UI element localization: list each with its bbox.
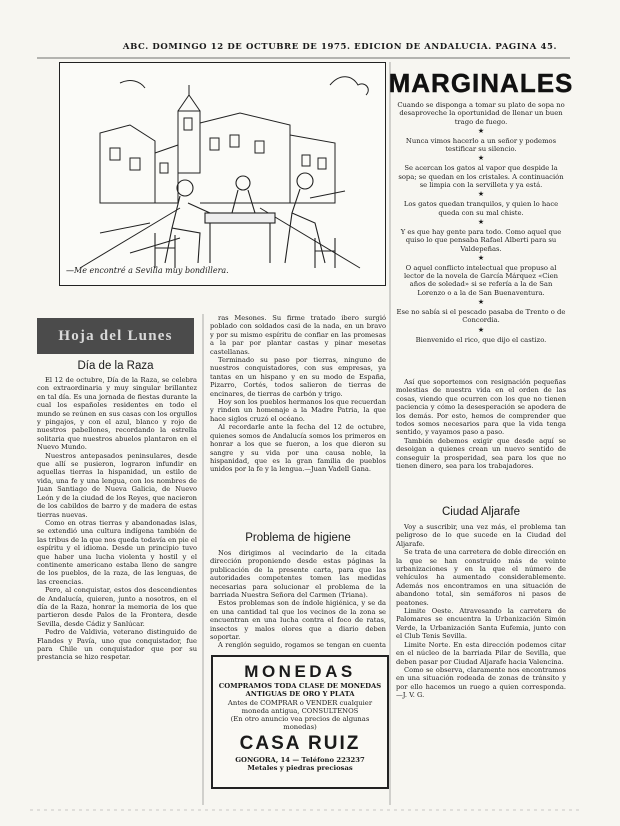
cartoon-illustration	[59, 62, 386, 286]
ad-title: MONEDAS	[244, 662, 356, 681]
problema-paragraph: Estos problemas son de índole higiénica, y se da en una cantidad tal que los vecinos de la zona se encuentran en una lucha contra el foco de ratas, insectos y malos olores que a diario deben soportar.	[210, 599, 386, 642]
marginales-item: Bienvenido el rico, que dijo el castizo.	[415, 335, 547, 344]
middle-article	[210, 314, 386, 527]
cartoon-caption: —Me encontré a Sevilla muy bondillera.	[66, 266, 229, 275]
right-article	[396, 378, 566, 502]
marginales-item: Cuando se disponga a tomar su plato de sopa no desaproveche la oportunidad de llenar un buen trago de fuego.	[397, 101, 565, 126]
section-banner	[37, 318, 194, 354]
right-paragraph: Así que soportemos con resignación pequeñas molestias de nuestra vida en el orden de las cosas, viendo que ocurren con los que no tienen paciencia y cómo la desesperación se apodera de los demás. Por esto, hemos de comprender que todos somos necesarios para que la vida tenga sentido, y vayamos paso a paso.	[396, 378, 566, 437]
monedas-advertisement	[211, 655, 389, 789]
ad-footer: Metales y piedras preciosas	[247, 764, 353, 773]
problema-article	[210, 549, 386, 649]
marginales-list	[396, 101, 566, 344]
aljarafe-paragraph: Limite Oeste. Atravesando la carretera de Palomares se encuentra la Urbanización Simón Verde, la Urbanización Santa Eufemia, junto con el Club Tenis Sevilla.	[396, 607, 566, 641]
dia-raza-paragraph: Nuestros antepasados peninsulares, desde que allí se pusieron, lograron infundir en aquellas tierras la hispanidad, un estilo de vida, una fe y una lengua, con los nombres de Juan Santiago de Nueva Galicia, de Nuevo León y de la ciudad de los Reyes, que nacieron de los cabildos de barro y de madera de estas tierras nuevas.	[37, 451, 197, 519]
aljarafe-article	[396, 523, 566, 801]
ad-line-3: (En otro anuncio vea precios de algunas monedas)	[230, 715, 370, 732]
ad-line-2: Antes de COMPRAR o VENDER cualquier moneda antigua, CONSULTENOS	[227, 698, 373, 715]
marginales-item: Se acercan los gatos al vapor que despide la sopa; se quedan en los cristales. A continuación se limpia con la servilleta y ya está.	[398, 164, 564, 190]
aljarafe-paragraph: Voy a suscribir, una vez más, el problema tan peligroso de lo que sucede en la Ciudad del Aljarafe.	[396, 523, 566, 548]
middle-paragraph: Al recordarle ante la fecha del 12 de octubre, quienes somos de Andalucía somos los primeros en honrar a los que se fueron, a los que dieron su sangre y su vida por una causa noble, la hispanidad, que es la gran familia de pueblos unidos por la fe y la lengua.—Juan Vadell Gana.	[210, 423, 386, 474]
aljarafe-paragraph: Se trata de una carretera de doble dirección en la que se han construido más de veinte urbanizaciones y en la que el número de vehículos ha aumentado considerablemente. Además nos encontramos en una situación de abandono total, sin semáforos ni pasos de peatones.	[396, 548, 566, 607]
middle-paragraph: Terminado su paso por tierras, ninguno de nuestros conquistadores, con sus empresas, ya tantas en un hispano y en su modo de España, Pizarro, Cortés, todos salieron de tierras de encinares, de tierras de carbón y trigo.	[210, 356, 386, 398]
star-separator: ★	[477, 154, 485, 163]
cartoon-drawing	[60, 63, 385, 285]
aljarafe-paragraph: Como se observa, claramente nos encontramos en una situación rodeada de zonas de tránsito y por ello hacemos un ruego a quien corresponda.—J. V. G.	[396, 665, 566, 700]
dia-raza-paragraph: Como en otras tierras y abandonadas islas, se extendió una cultura indígena también de las tribus de la que nos queda todavía en pie el espíritu y el idioma. Desde un principio tuvo que haber una lucha violenta y hostil y el continente americano estaba lleno de sangre de los pueblos, de la raza, de las lenguas, de las creencias.	[37, 518, 197, 586]
star-separator: ★	[477, 325, 485, 334]
star-separator: ★	[477, 190, 485, 199]
page-header: ABC. DOMINGO 12 DE OCTUBRE DE 1975. EDICION DE ANDALUCIA. PAGINA 45.	[122, 42, 558, 52]
dia-raza-paragraph: Pedro de Valdivia, veterano distinguido de Flandes y Pavía, uno que conquistador, fue para Chile un conquistador que por su prestancia se hizo respetar.	[37, 628, 197, 662]
aljarafe-title: Ciudad Aljarafe	[442, 506, 520, 518]
star-separator: ★	[477, 298, 485, 307]
star-separator: ★	[477, 126, 485, 135]
dia-raza-title: Día de la Raza	[77, 360, 154, 372]
marginales-item: Nunca vimos hacerlo a un señor y podemos testificar su silencio.	[405, 136, 557, 154]
middle-paragraph: ras Mesones. Su firme tratado ibero surgió poblado con soldados casi de la nada, en un bravo y por su mismo espíritu de confiar en las promesas a la par por plantar castas y pinar mesetas castellanas.	[210, 314, 386, 356]
problema-title: Problema de higiene	[245, 532, 351, 544]
dia-raza-paragraph: El 12 de octubre, Día de la Raza, se celebra con extraordinaria y muy singular brillantez en tal día. Es una jornada de fiestas durante la cual los españoles residentes en todo el mundo se reúnen en sus casas con los orgullos y pingajos, y con el azul, blanco y rojo de nuestros pabellones, recordando la estrella solitaria que nuestros abuelos plantaron en el Nuevo Mundo.	[37, 376, 197, 452]
dia-raza-paragraph: Pero, al conquistar, estos dos descendientes de Andalucía, quieren, junto a nosotros, en el día de la Raza, honrar la memoria de los que partieron desde Palos de la Frontera, desde Sevilla, desde Cádiz y Sanlúcar.	[37, 586, 197, 628]
marginales-item: O aquel conflicto intelectual que propuso al lector de la novela de García Márquez «Cien años de soledad» si se refería a la de San Lorenzo o a la de San Buenaventura.	[403, 263, 559, 297]
marginales-title: MARGINALES	[388, 67, 574, 98]
marginales-item: Ese no sabía si el pescado pasaba de Trento o de Concordia.	[396, 308, 566, 325]
star-separator: ★	[477, 217, 485, 226]
problema-paragraph: Nos dirigimos al vecindario de la citada dirección proponiendo desde estas páginas la publicación de la presente carta, para que las autoridades competentes tomen las medidas necesarias para solucionar el problema de la barriada Nuestra Señora del Carmen (Triana).	[210, 549, 386, 600]
aljarafe-paragraph: Limite Norte. En esta dirección podemos citar en el núcleo de la barriada Pilar de Sevilla, que deben pasar por Ciudad Aljarafe hacia Valencina.	[396, 640, 566, 666]
middle-paragraph: Hoy son los pueblos hermanos los que recuerdan y rinden un homenaje a la Madre Patria, la que hace siglos cruzó el océano.	[210, 398, 386, 423]
marginales-item: Y es que hay gente para todo. Como aquel que quiso lo que pensaba Rafael Alberti para su Valdepeñas.	[400, 227, 562, 253]
ad-line-1: COMPRAMOS TODA CLASE DE MONEDAS ANTIGUAS DE ORO Y PLATA	[218, 682, 382, 699]
problema-paragraph: A renglón seguido, rogamos se tengan en cuenta	[218, 641, 386, 649]
dia-raza-article	[37, 376, 197, 801]
right-paragraph: También debemos exigir que desde aquí se desoigan a quienes crean un nuevo sentido de conseguir la prosperidad, sea para los que no tienen dinero, sea para los trabajadores.	[396, 436, 566, 471]
marginales-item: Los gatos quedan tranquilos, y quien lo hace queda con su mal chiste.	[403, 200, 559, 217]
banner-text: Hoja del Lunes	[58, 327, 173, 344]
star-separator: ★	[477, 253, 485, 262]
ad-address: GONGORA, 14 — Teléfono 223237	[235, 755, 365, 764]
ad-name: CASA RUIZ	[239, 732, 361, 754]
